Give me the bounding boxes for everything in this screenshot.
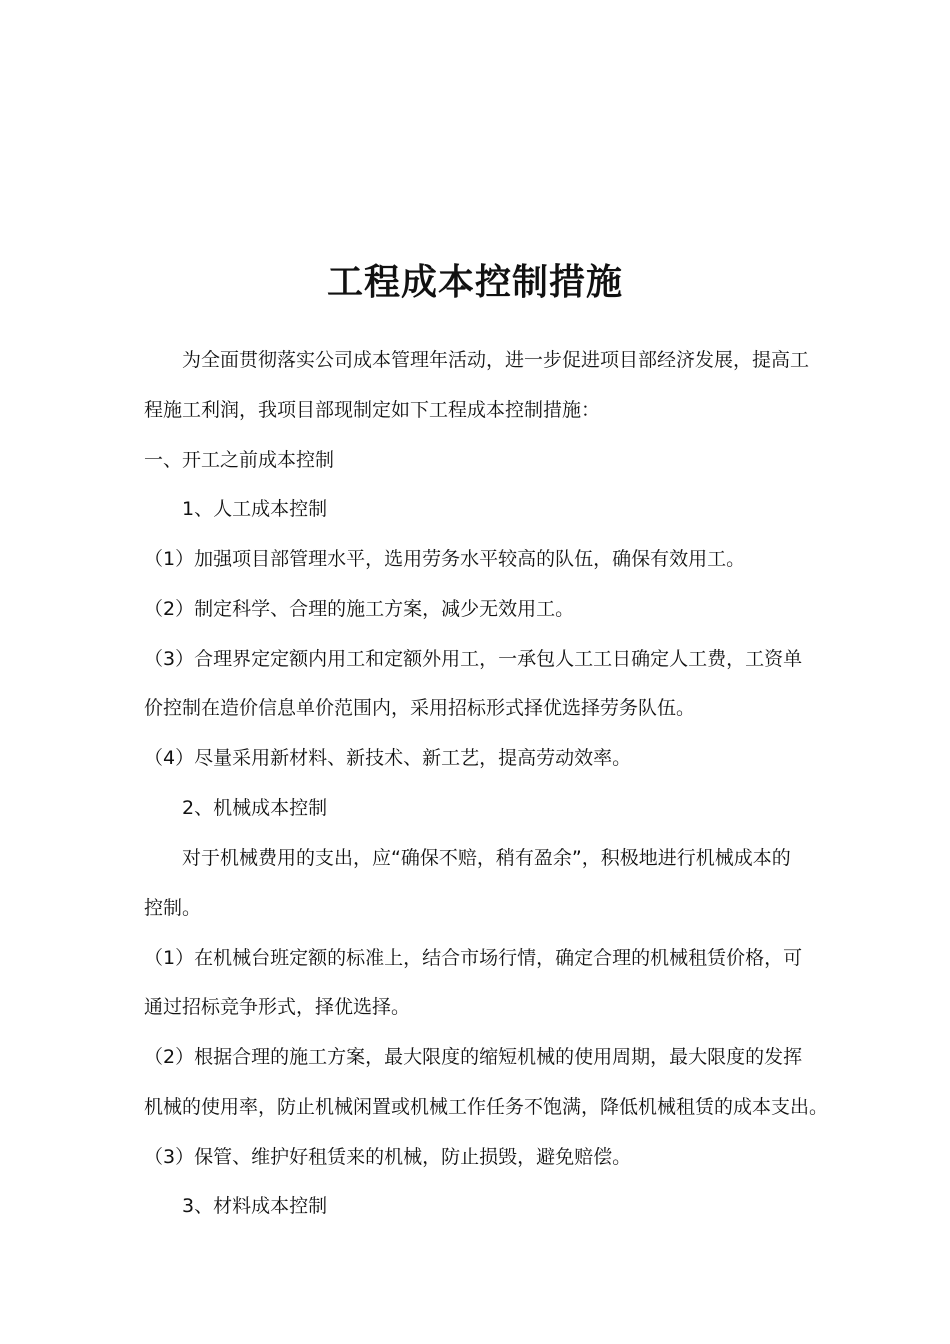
document-title: 工程成本控制措施 [326,262,623,303]
list-item-machinery-1-line-2: 通过招标竞争形式，择优选择。 [144,996,411,1018]
list-item-machinery-3: （3）保管、维护好租赁来的机械，防止损毁，避免赔偿。 [144,1146,632,1168]
paragraph-line-intro-1: 为全面贯彻落实公司成本管理年活动，进一步促进项目部经济发展，提高工 [182,349,810,371]
list-item-labor-3-line-1: （3）合理界定定额内用工和定额外用工，一承包人工工日确定人工费，工资单 [144,648,803,670]
paragraph-line-intro-2: 程施工利润，我项目部现制定如下工程成本控制措施： [144,399,601,421]
section-heading-1: 一、开工之前成本控制 [144,449,335,471]
subsection-heading-materials: 3、材料成本控制 [182,1195,328,1217]
subsection-heading-labor: 1、人工成本控制 [182,498,328,520]
list-item-labor-1: （1）加强项目部管理水平，选用劳务水平较高的队伍，确保有效用工。 [144,548,746,570]
list-item-machinery-2-line-1: （2）根据合理的施工方案，最大限度的缩短机械的使用周期，最大限度的发挥 [144,1046,803,1068]
list-item-machinery-1-line-1: （1）在机械台班定额的标准上，结合市场行情，确定合理的机械租赁价格，可 [144,947,803,969]
paragraph-line-machinery-2: 控制。 [144,897,202,919]
subsection-heading-machinery: 2、机械成本控制 [182,797,328,819]
list-item-labor-4: （4）尽量采用新材料、新技术、新工艺，提高劳动效率。 [144,747,632,769]
list-item-labor-2: （2）制定科学、合理的施工方案，减少无效用工。 [144,598,575,620]
paragraph-line-machinery-1: 对于机械费用的支出，应“确保不赔，稍有盈余”，积极地进行机械成本的 [182,847,791,869]
list-item-machinery-2-line-2: 机械的使用率，防止机械闲置或机械工作任务不饱满，降低机械租赁的成本支出。 [144,1096,829,1118]
list-item-labor-3-line-2: 价控制在造价信息单价范围内，采用招标形式择优选择劳务队伍。 [144,697,696,719]
